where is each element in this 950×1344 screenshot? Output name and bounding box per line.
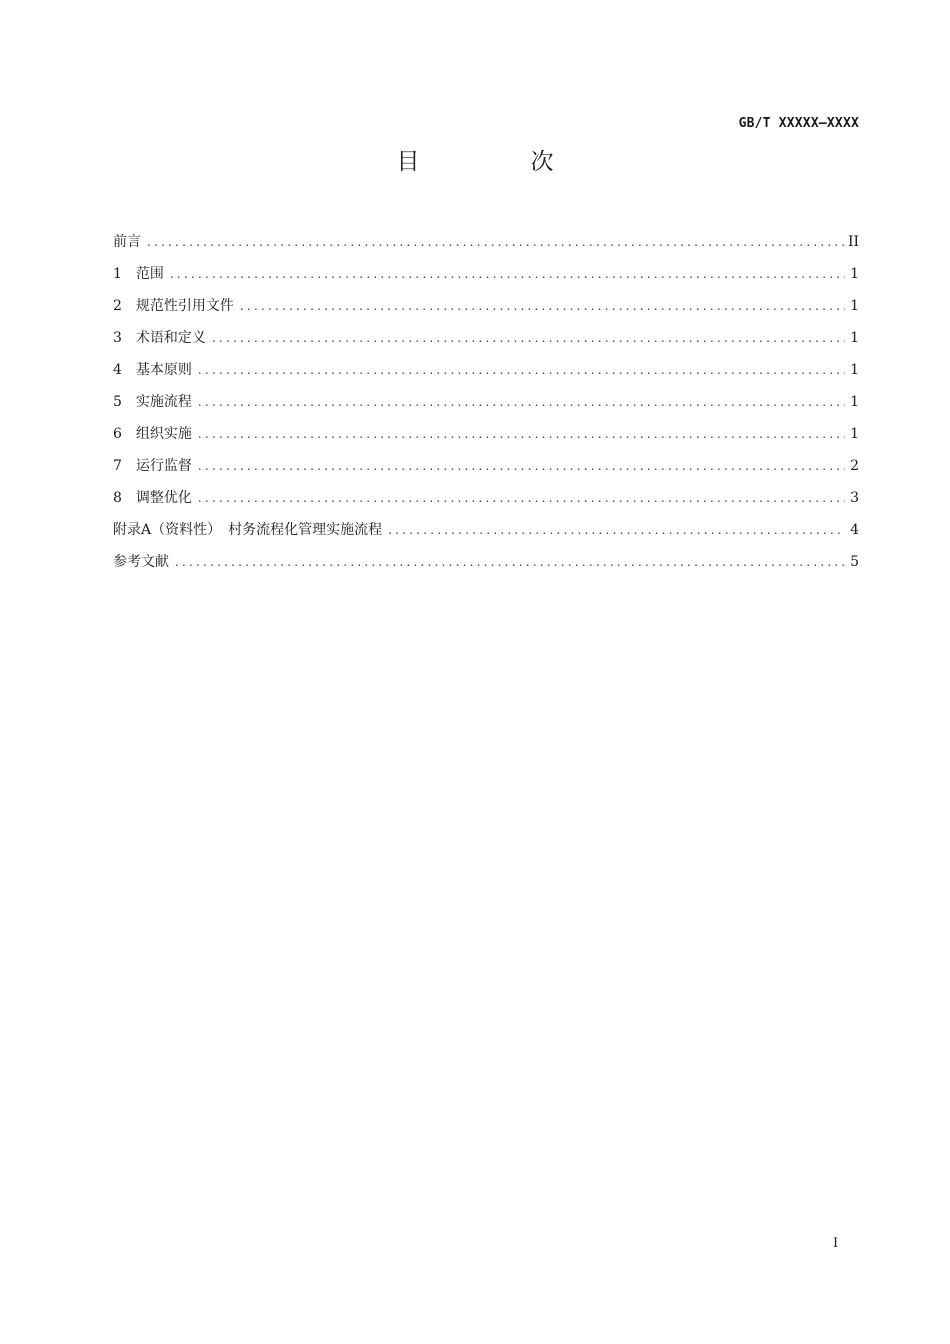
toc-entry-page: 2 <box>850 458 859 474</box>
toc-leader-dots <box>198 485 845 511</box>
toc-entry-implementation-process[interactable] <box>113 389 859 421</box>
toc-entry-number: 1 <box>113 266 122 282</box>
toc-entry-page: 3 <box>850 490 859 506</box>
document-code: GB/T XXXXX—XXXX <box>738 116 859 131</box>
toc-entry-page: 4 <box>850 522 859 538</box>
toc-entry-label: 范围 <box>135 266 164 282</box>
toc-leader-dots <box>198 357 845 383</box>
toc-entry-label: 调整优化 <box>135 490 192 506</box>
toc-leader-dots <box>388 517 845 543</box>
toc-entry-organization[interactable] <box>113 421 859 453</box>
toc-leader-dots <box>198 453 845 479</box>
toc-entry-page: 1 <box>850 266 859 282</box>
toc-entry-foreword[interactable] <box>113 229 859 261</box>
table-of-contents <box>113 229 859 581</box>
toc-leader-dots <box>198 389 845 415</box>
toc-entry-number: 8 <box>113 490 122 506</box>
toc-entry-bibliography[interactable] <box>113 549 859 581</box>
toc-entry-annex-a[interactable] <box>113 517 859 549</box>
toc-leader-dots <box>175 549 845 575</box>
toc-entry-label: 组织实施 <box>135 426 192 442</box>
toc-entry-optimization[interactable] <box>113 485 859 517</box>
toc-entry-number: 7 <box>113 458 122 474</box>
toc-entry-page: 1 <box>850 394 859 410</box>
toc-entry-label: 规范性引用文件 <box>135 298 234 314</box>
toc-entry-label: 运行监督 <box>135 458 192 474</box>
toc-entry-label: 术语和定义 <box>135 330 206 346</box>
toc-entry-number: 6 <box>113 426 122 442</box>
toc-entry-label: 前言 <box>113 234 141 250</box>
toc-entry-label: 附录A（资料性） 村务流程化管理实施流程 <box>113 522 383 538</box>
toc-leader-dots <box>212 325 845 351</box>
toc-entry-number: 5 <box>113 394 122 410</box>
toc-entry-label: 基本原则 <box>135 362 192 378</box>
toc-entry-label: 实施流程 <box>135 394 192 410</box>
toc-entry-basic-principles[interactable] <box>113 357 859 389</box>
page-number: I <box>833 1236 839 1251</box>
toc-entry-page: 1 <box>850 330 859 346</box>
toc-leader-dots <box>240 293 845 319</box>
page-title: 目 次 <box>396 149 598 175</box>
toc-leader-dots <box>170 261 845 287</box>
toc-entry-normative-references[interactable] <box>113 293 859 325</box>
toc-entry-terms-definitions[interactable] <box>113 325 859 357</box>
toc-leader-dots <box>147 229 844 255</box>
toc-entry-number: 2 <box>113 298 122 314</box>
toc-leader-dots <box>198 421 845 447</box>
toc-entry-scope[interactable] <box>113 261 859 293</box>
toc-entry-page: II <box>847 234 859 250</box>
toc-entry-page: 1 <box>850 426 859 442</box>
toc-entry-supervision[interactable] <box>113 453 859 485</box>
toc-entry-page: 5 <box>850 554 859 570</box>
toc-entry-page: 1 <box>850 298 859 314</box>
toc-entry-page: 1 <box>850 362 859 378</box>
toc-entry-number: 3 <box>113 330 122 346</box>
toc-entry-label: 参考文献 <box>113 554 169 570</box>
toc-entry-number: 4 <box>113 362 122 378</box>
